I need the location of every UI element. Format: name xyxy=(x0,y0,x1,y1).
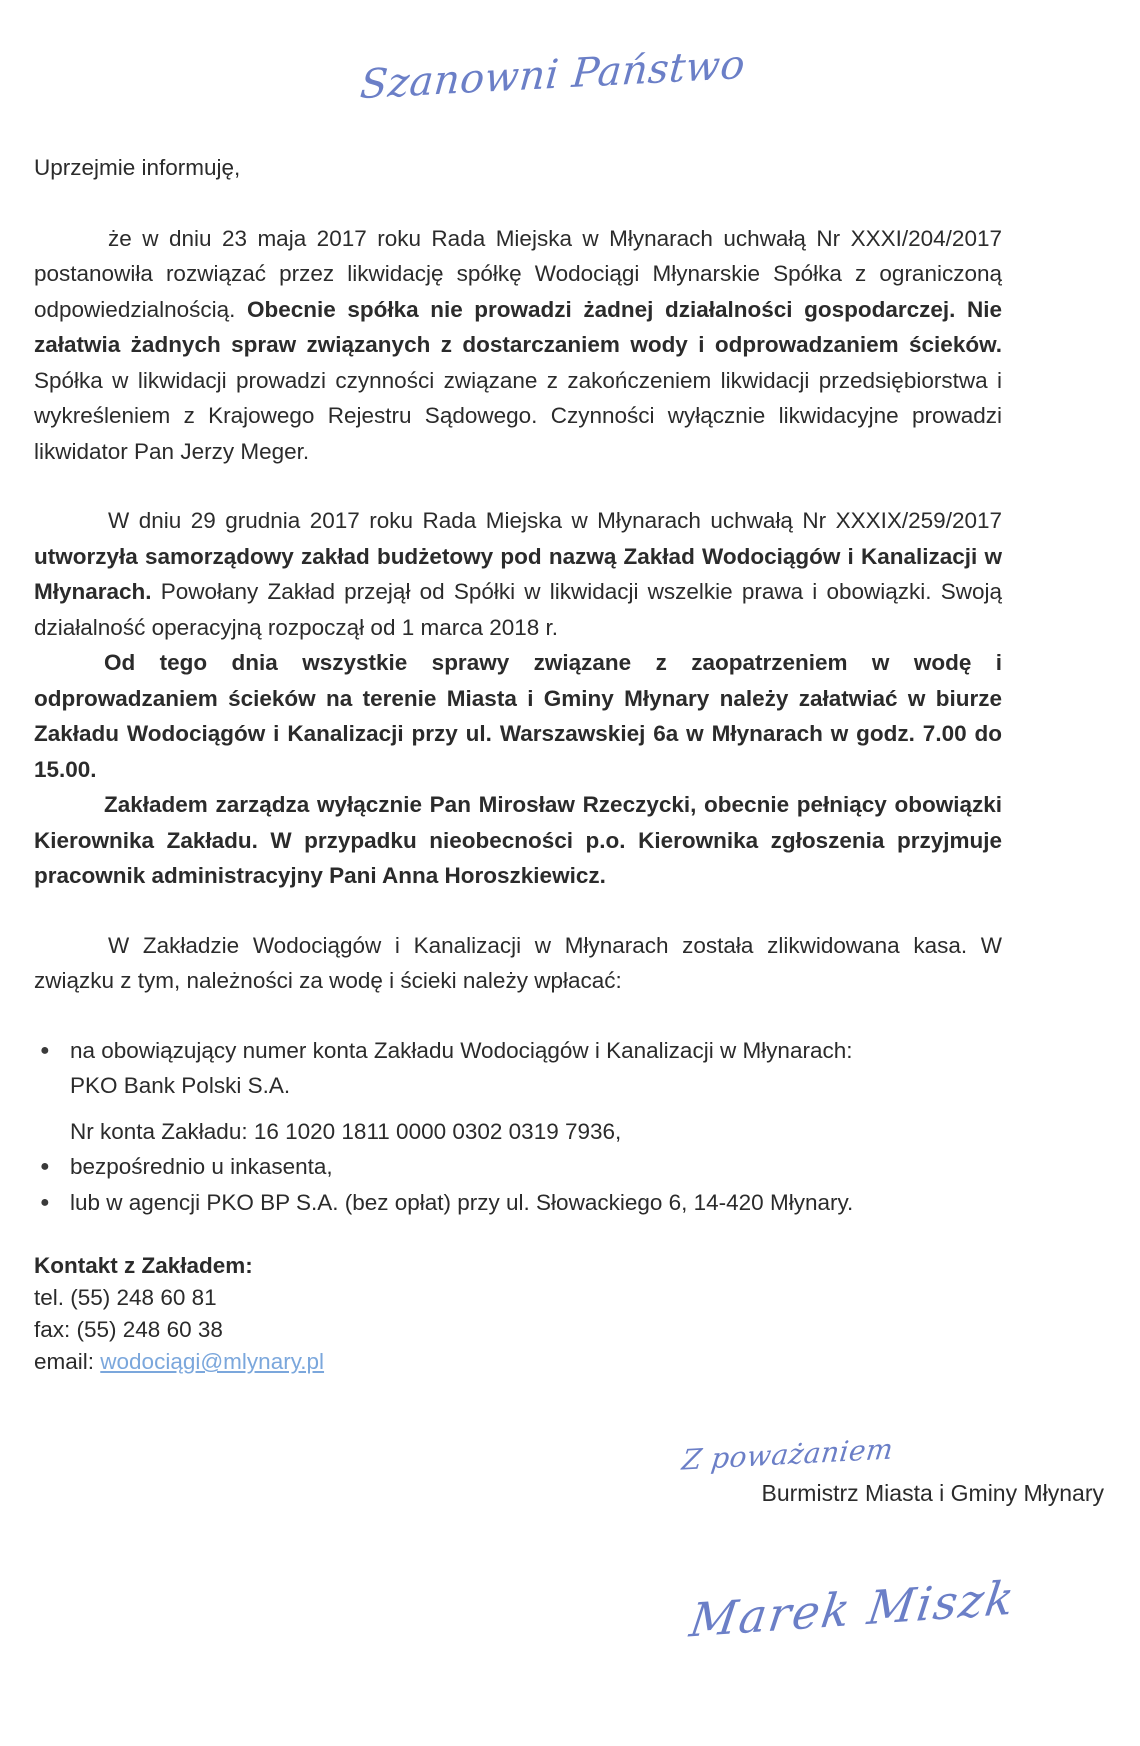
list-item-text: bezpośrednio u inkasenta, xyxy=(70,1154,333,1179)
bank-account-number: Nr konta Zakładu: 16 1020 1811 0000 0302 0319 7936, xyxy=(70,1118,622,1144)
list-item xyxy=(34,1185,1002,1221)
handwritten-signature: Marek Miszk xyxy=(686,1570,1020,1648)
contact-email-link[interactable]: wodociągi@mlynary.pl xyxy=(100,1349,325,1374)
paragraph-1-plain-b: Spółka w likwidacji prowadzi czynności związane z zakończeniem likwidacji przedsiębiorstwa i wykreśleniem z Krajowego Rejestru Sądowego. Czynności wyłącznie likwidacyjne prowadzi likwidator Pan Jerzy Meger. xyxy=(34,367,1002,464)
list-item-text: na obowiązujący numer konta Zakładu Wodociągów i Kanalizacji w Młynarach: xyxy=(70,1037,853,1063)
salutation: Uprzejmie informuję, xyxy=(34,155,241,180)
paragraph-3 xyxy=(34,645,1002,787)
paragraph-5 xyxy=(34,928,1002,999)
contact-email-row xyxy=(34,1346,1002,1378)
list-item xyxy=(34,1149,1002,1185)
paragraph-spacer-2 xyxy=(34,894,1002,928)
contact-phone: tel. (55) 248 60 81 xyxy=(34,1285,217,1310)
list-item-subline: PKO Bank Polski S.A. xyxy=(70,1073,291,1098)
paragraph-1 xyxy=(34,221,1002,470)
handwritten-closing: Z poważaniem xyxy=(680,1432,896,1477)
payment-options-list xyxy=(34,1033,1002,1221)
paragraph-4 xyxy=(34,787,1002,894)
paragraph-3-bold-a: Od tego dnia wszystkie sprawy związane z zaopatrzeniem w wodę i odprowadzaniem ścieków na terenie Miasta i Gminy Młynary należy załatwiać w biurze Zakładu Wodociągów i Kanalizacji przy ul. Warszawskiej 6a w Młynarach w godz. 7.00 do 15.00. xyxy=(34,650,1002,782)
list-spacer xyxy=(34,999,1002,1033)
letter-body xyxy=(34,150,1002,1378)
contact-heading: Kontakt z Zakładem: xyxy=(34,1253,253,1278)
list-item-text: lub w agencji PKO BP S.A. (bez opłat) przy ul. Słowackiego 6, 14-420 Młynary. xyxy=(70,1189,854,1215)
bullet-icon: ● xyxy=(40,1158,50,1175)
paragraph-spacer-1 xyxy=(34,469,1002,503)
contact-fax: fax: (55) 248 60 38 xyxy=(34,1317,223,1342)
bullet-icon: ● xyxy=(40,1193,50,1211)
paragraph-1-bold-a: Obecnie spółka nie prowadzi żadnej działalności gospodarczej. Nie załatwia żadnych spraw związanych z dostarczaniem wody i odprowadzaniem ścieków. xyxy=(34,296,1002,357)
contact-email-label: email: xyxy=(34,1349,101,1374)
paragraph-2-plain-a: W dniu 29 grudnia 2017 roku Rada Miejska w Młynarach uchwałą Nr XXXIX/259/2017 xyxy=(108,508,1002,533)
handwritten-greeting: Szanowni Państwo xyxy=(358,41,748,109)
paragraph-2 xyxy=(34,503,1002,645)
signatory-role: Burmistrz Miasta i Gminy Młynary xyxy=(761,1480,1104,1506)
paragraph-4-bold-a: Zakładem zarządza wyłącznie Pan Mirosław Rzeczycki, obecnie pełniący obowiązki Kierownika Zakładu. W przypadku nieobecności p.o. Kierownika zgłoszenia przyjmuje pracownik administracyjny Pani Anna Horoszkiewicz. xyxy=(34,792,1002,888)
paragraph-2-bold-a: utworzyła samorządowy zakład budżetowy pod nazwą Zakład Wodociągów i Kanalizacji w Młynarach. xyxy=(34,543,1002,604)
contact-block xyxy=(34,1250,1002,1378)
bullet-icon: ● xyxy=(40,1041,50,1059)
list-item xyxy=(34,1033,1002,1150)
paragraph-2-plain-b: Powołany Zakład przejął od Spółki w likwidacji wszelkie prawa i obowiązki. Swoją działalność operacyjną rozpoczął od 1 marca 2018 r. xyxy=(34,579,1002,640)
paragraph-5-plain-a: W Zakładzie Wodociągów i Kanalizacji w Młynarach została zlikwidowana kasa. W związku z tym, należności za wodę i ścieki należy wpłacać: xyxy=(34,932,1002,993)
paragraph-1-plain-a: że w dniu 23 maja 2017 roku Rada Miejska w Młynarach uchwałą Nr XXXI/204/2017 postanowiła rozwiązać przez likwidację spółkę Wodociągi Młynarskie Spółka z ograniczoną odpowiedzialnością. xyxy=(34,225,1002,322)
signature-block xyxy=(0,1478,1104,1508)
